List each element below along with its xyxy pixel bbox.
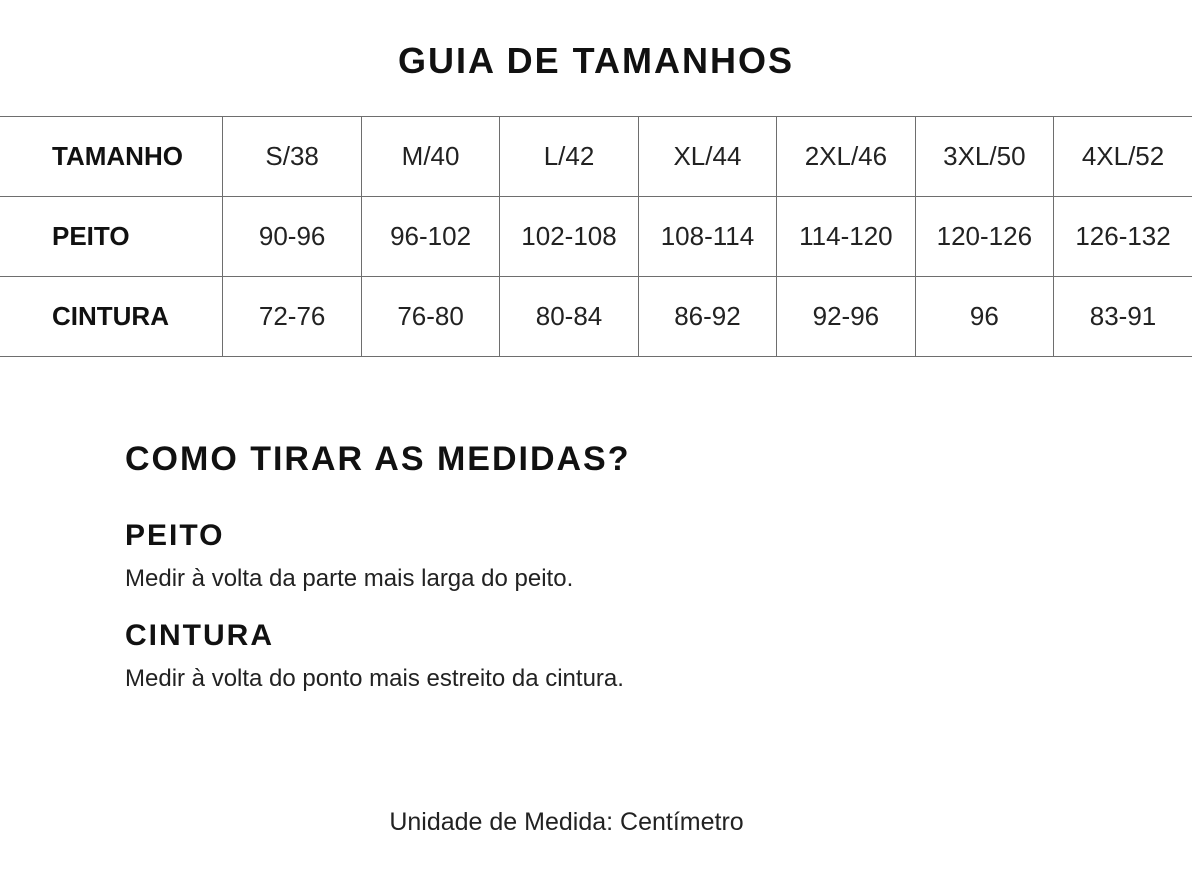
table-cell: 108-114 [638, 197, 776, 277]
table-cell-size: 3XL/50 [915, 117, 1053, 197]
page-title: GUIA DE TAMANHOS [398, 40, 794, 81]
table-cell: 120-126 [915, 197, 1053, 277]
table-cell: 83-91 [1054, 277, 1192, 357]
table-cell-size: S/38 [223, 117, 361, 197]
how-to-title: COMO TIRAR AS MEDIDAS? [125, 440, 631, 478]
table-cell: 114-120 [777, 197, 915, 277]
table-cell-size: 4XL/52 [1054, 117, 1192, 197]
table-cell: 102-108 [500, 197, 638, 277]
table-row-cintura [0, 277, 1192, 357]
table-cell: 72-76 [223, 277, 361, 357]
table-cell-size: XL/44 [638, 117, 776, 197]
size-table [0, 116, 1192, 357]
section-text-peito: Medir à volta da parte mais larga do peito. [125, 565, 574, 592]
table-cell: 76-80 [361, 277, 499, 357]
table-cell: 96-102 [361, 197, 499, 277]
table-cell: 80-84 [500, 277, 638, 357]
section-title-peito: PEITO [125, 519, 225, 552]
table-row-sizes [0, 117, 1192, 197]
unit-note: Unidade de Medida: Centímetro [389, 808, 744, 836]
section-text-cintura: Medir à volta do ponto mais estreito da cintura. [125, 665, 624, 692]
table-cell-size: M/40 [361, 117, 499, 197]
table-cell-size: L/42 [500, 117, 638, 197]
section-title-cintura: CINTURA [125, 619, 274, 652]
table-cell: 92-96 [777, 277, 915, 357]
row-header-cintura: CINTURA [0, 277, 223, 357]
table-cell-size: 2XL/46 [777, 117, 915, 197]
table-cell: 86-92 [638, 277, 776, 357]
table-cell: 126-132 [1054, 197, 1192, 277]
row-header-tamanho: TAMANHO [0, 117, 223, 197]
table-row-peito [0, 197, 1192, 277]
table-cell: 96 [915, 277, 1053, 357]
row-header-peito: PEITO [0, 197, 223, 277]
table-cell: 90-96 [223, 197, 361, 277]
